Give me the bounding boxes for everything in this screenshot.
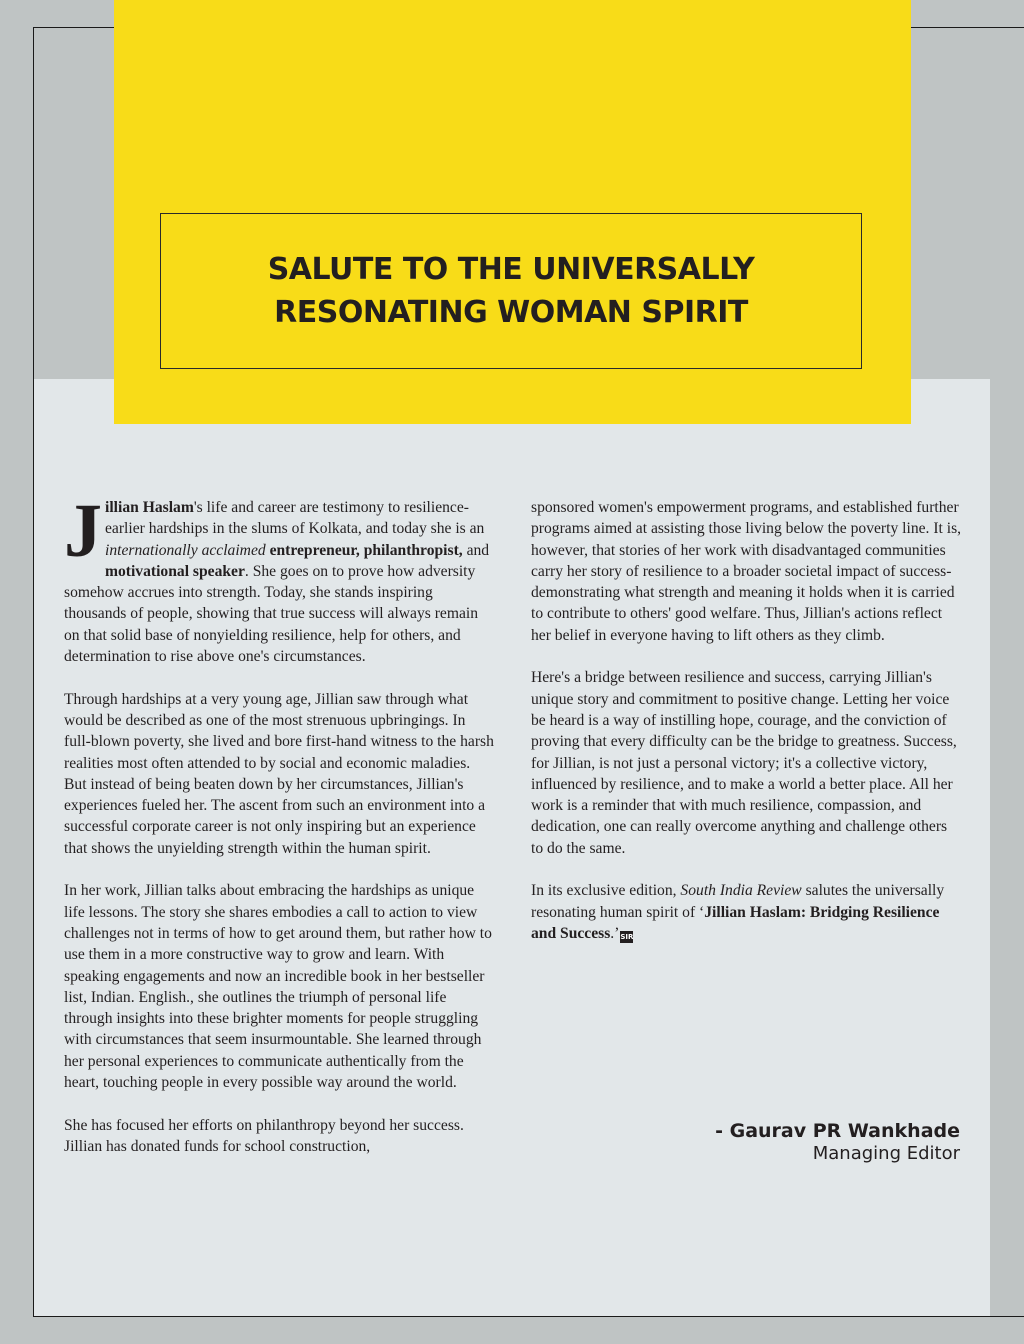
signature [715,1120,960,1165]
frame-border-bottom [33,1316,1024,1317]
article-column-right [531,497,963,966]
paragraph-1-rest: . She goes on to prove how adversity somehow accrues into strength. Today, she stands inspiring thousands of people, showing that true success will always remain on that solid base of nonyielding resilience, help for others, and determination to rise above one's circumstances. [64,562,479,666]
emphasis-speaker: motivational speaker [105,562,245,580]
dropcap: J [64,489,102,573]
paragraph-2: Through hardships at a very young age, Jillian saw through what would be described as one of the most strenuous upbringings. In full-blown poverty, she lived and bore first-hand witness to the harsh realities most often attended to by social and economic maladies. But instead of being beaten down by her circumstances, Jillian's experiences fueled her. The ascent from such an environment into a successful corporate career is not only inspiring but an experience that shows the unyielding strength within the human spirit. [64,690,494,857]
publication-name: South India Review [680,882,802,900]
author-name: - Gaurav PR Wankhade [715,1120,960,1142]
page-title [268,248,755,334]
emphasis-roles: entrepreneur, philanthropist, [269,541,463,559]
paragraph-4: She has focused her efforts on philanthropy beyond her success. Jillian has donated funds for school construction, [64,1116,464,1155]
emphasis-acclaimed: internationally acclaimed [105,541,266,559]
paragraph-1-and: and [462,541,490,559]
paragraph-7-text: In its exclusive edition, [531,882,681,900]
author-role: Managing Editor [812,1143,960,1164]
paragraph-1-text: 's life and career are testimony to resilience-earlier hardships in the slums of Kolkata, and today she is an [105,499,485,538]
paragraph-7 [531,880,963,944]
paragraph-6: Here's a bridge between resilience and success, carrying Jillian's unique story and commitment to positive change. Letting her voice be heard is a way of instilling hope, courage, and the conviction of proving that every difficulty can be the bridge to greatness. Success, for Jillian, is not just a personal victory; it's a collective victory, influenced by resilience, and to make a world a better place. All her work is a reminder that with much resilience, compassion, and dedication, one can really overcome anything and challenge others to do the same. [531,669,957,857]
paragraph-5: sponsored women's empowerment programs, and established further programs aimed at assisting those living below the poverty line. It is, however, that stories of her work with disadvantaged communities carry her story of resilience to a broader societal impact of success-demonstrating what strength and meaning it holds when it is carried to contribute to others' good welfare. Thus, Jillian's actions reflect her belief in everyone having to lift others as they climb. [531,499,962,644]
feature-title: Jillian Haslam: Bridging Resilience and Success [531,903,940,942]
subject-name: illian Haslam [105,499,194,516]
title-line-2: RESONATING WOMAN SPIRIT [274,295,748,330]
paragraph-1 [64,489,494,667]
title-box [160,213,862,369]
title-line-1: SALUTE TO THE UNIVERSALLY [267,252,755,287]
paragraph-7-end: .’ [610,924,620,942]
paragraph-3: In her work, Jillian talks about embracing the hardships as unique life lessons. The story she shares embodies a call to action to view challenges not in terms of how to get around them, but rather how to use them in a more constructive way to grow and learn. With speaking engagements and now an incredible book in her bestseller list, Indian. English., she outlines the triumph of personal life through insights into these brighter moments for people struggling with circumstances that seem insurmountable. She learned through her personal experiences to communicate authentically from the heart, touching people in every possible way around the world. [64,882,492,1092]
paragraph-7-mid: salutes the universally resonating human spirit of ‘ [531,882,945,921]
article-column-left [64,489,494,1179]
end-mark-icon: SIR [620,932,634,941]
